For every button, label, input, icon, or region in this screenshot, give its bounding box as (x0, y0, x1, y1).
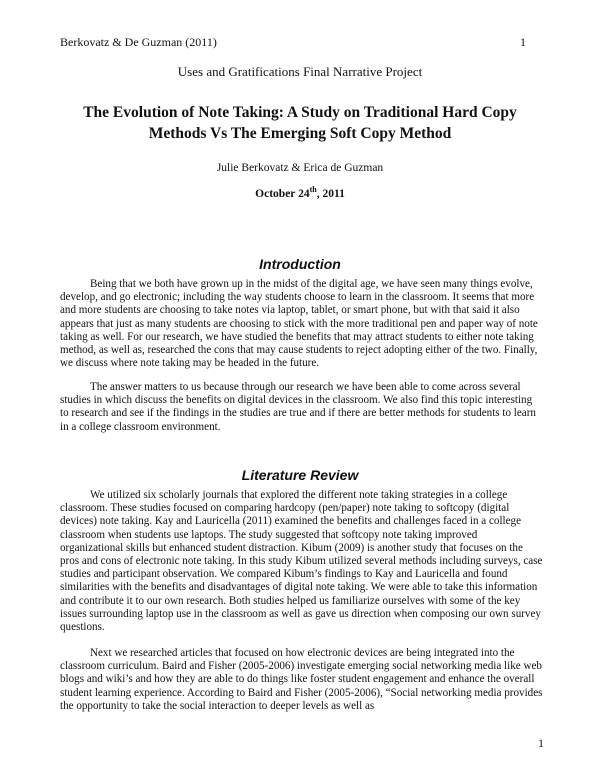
date-line (0, 185, 600, 200)
date-ordinal: th (309, 185, 317, 194)
introduction-paragraph-1: Being that we both have grown up in the midst of the digital age, we have seen many things evolve, develop, and go electronic; including the way students choose to learn in the classroom. It seems that more and more students are choosing to take notes via laptop, tablet, or smart phone, but with that said it also appears that just as many students are choosing to stick with the more traditional pen and paper way of note taking as well. For our research, we have studied the benefits that may attract students to either note taking method, as well as, researched the cons that may cause students to reject adopting either of the two. Finally, we discuss where note taking may be headed in the future. (60, 278, 538, 370)
date-suffix: , 2011 (316, 187, 345, 200)
header-page-number: 1 (520, 35, 526, 49)
project-subtitle: Uses and Gratifications Final Narrative Project (177, 64, 423, 79)
footer-page-number: 1 (538, 736, 544, 750)
author-line: Julie Berkovatz & Erica de Guzman (216, 162, 384, 174)
running-head: Berkovatz & De Guzman (2011) (60, 35, 217, 49)
literature-review-paragraph-2: Next we researched articles that focused on how electronic devices are being integrated into the classroom curriculum. Baird and Fisher (2005-2006) investigate emerging social networking media like web blogs and wiki’s and how they are able to do things like foster student engagement and enhance the overall student learning experience. According to Baird and Fisher (2005-2006), “Social networking media provides the opportunity to take the social interaction to deeper levels as well as (60, 647, 543, 712)
introduction-paragraph-2: The answer matters to us because through our research we have been able to come across several studies in which discuss the benefits on digital devices in the classroom. We also find this topic interesting to research and see if the findings in the studies are true and if there are better methods for students to learn in a college classroom environment. (60, 381, 536, 433)
paper-title: The Evolution of Note Taking: A Study on Traditional Hard Copy Methods Vs The Emerging Soft Copy Method (83, 104, 517, 142)
introduction-heading: Introduction (259, 256, 341, 272)
date-prefix: October 24 (255, 187, 310, 200)
literature-review-heading: Literature Review (241, 467, 359, 483)
literature-review-paragraph-1: We utilized six scholarly journals that explored the different note taking strategies in a college classroom. These studies focused on comparing hardcopy (pen/paper) note taking to softcopy (digital devices) note taking. Kay and Lauricella (2011) examined the benefits and challenges faced in a college classroom when students use laptops. The study suggested that softcopy note taking improved organizational skills but enhanced student distraction. Kibum (2009) is another study that focuses on the pros and cons of electronic note taking. In this study Kibum utilized several methods including surveys, case studies and participant observation. We compared Kibum’s findings to Kay and Lauricella and found similarities with the benefits and disadvantages of digital note taking. We were able to take this information and contribute it to our own research. Both studies helped us familiarize ourselves with some of the key issues surrounding laptop use in the classroom as well as gave us direction when composing our own survey questions. (60, 489, 543, 634)
